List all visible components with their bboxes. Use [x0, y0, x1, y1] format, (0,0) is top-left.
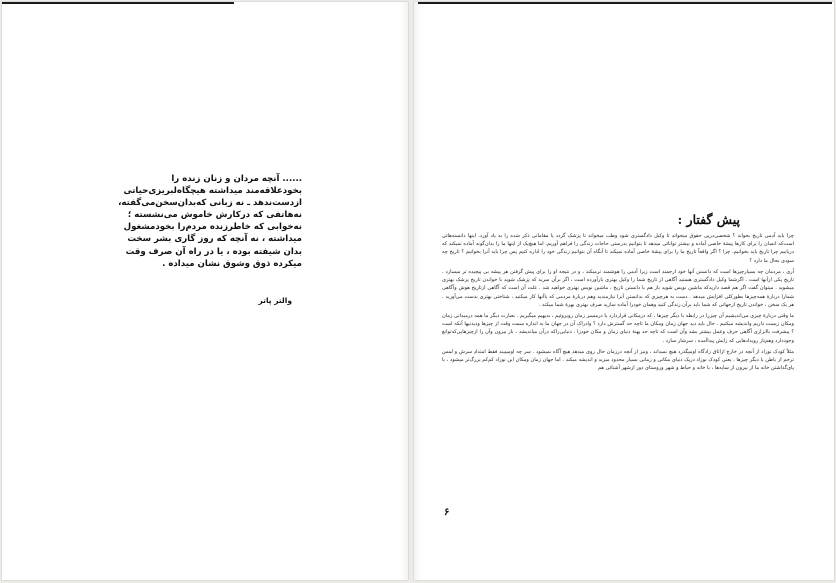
top-rule: [418, 2, 832, 4]
preface-title: پیش گفتار :: [677, 212, 740, 227]
epigraph-line: بخودعلاقه‌مند میداشته هیچگاه‌لبریزی‌حیاتی: [123, 186, 302, 197]
epigraph: [118, 173, 302, 270]
page-gutter: [414, 2, 422, 580]
epigraph-line: نه‌هاتفی که درکارش خاموش می‌نشسته ؛: [127, 210, 302, 221]
preface-paragraph: مثلاً کودک نوزاد از آنچه در خارج ازاتاق زادگاه اومیگذرد هیچ نمیداند ، ونیز از آنچه درزمان حال روی میدهد هیچ آگاه نمیشود . سر چه اومیبیند فقط امتدادِ سرش و لمس ترحم از باطن با دیگر چیزها . یعنی کودک نوزاد دریک دنیای مکانی و زمانی بسیار محدود میزید و اندیشه میکند . اما جهان زمان ومکان این نوزاد کم‌کم بزرگ‌تر میشود ، با پای‌گذاشتن خانه ما از بیرون از سایه‌ها ، با خانه و حیاط و شهر وروستای دور ازشهر آشنائی هم: [442, 348, 794, 372]
epigraph-line: میداشته ، نه آنچه که روز گاری بشر سخت: [127, 234, 302, 245]
preface-paragraph: ما وقتی دربارهٔ چیزی می‌اندیشیم آن چیزرا در رابطه با دیگر چیزها ، که درمکانی قراردارد یا درمسیر زمان روبروئیم ، بدیهیم میگیریم . بعبارت دیگر ما همه درمیدانی زمان ومکان زیست داریم واندیشه میکنیم . حال باید دید جهان زمان ومکان ما تاچه حد گسترش دارد ؟ وادراک آن در جهان ما به اندازه سمت وقت از چیزها ودیدنیها آنکه است ؟ پیشرفت باانزاری آگاهی حرف وعمل بیشتر بشد وآن است که تاچه حد پهنهٔ دنیای زمان و مکان خودرا . دنیایی‌راکه درآن میاندیشد ، باز بیرون وآن را ازچیزهایی‌که‌توانع وجوددارد وهم‌باز رویدادهایی که زایش پیداآمده ، سرشار سازد .: [442, 312, 794, 344]
top-rule: [2, 2, 234, 4]
epigraph-line: میکرده ذوق وشوق نشان میداده .: [162, 258, 302, 269]
page-number: ۶: [444, 507, 450, 518]
epigraph-line: ...... آنچه مردان و زنان زنده را: [171, 174, 302, 184]
epigraph-line: ازدست‌ندهد ـ نه زبانی که‌بدان‌سخن‌می‌گفته،: [118, 198, 302, 209]
left-page: [2, 2, 408, 580]
epigraph-author: والتر پاتر: [258, 296, 292, 305]
epigraph-line: بدان شیفته بوده ، یا در راه آن صرف وقت: [125, 246, 302, 257]
epigraph-line: نه‌خوابی که خاطرزنده مردم‌را بخودمشغول: [123, 222, 302, 233]
page-gutter: [400, 2, 408, 580]
preface-body: [442, 232, 794, 376]
preface-paragraph: چرا باید آدمی تاریخ بخواند ؟ شخصی‌درپی حقوق میخواند تا وکیل دادگستری شود وطب میخواند تا پزشک گردد یا مقاماتی ذکر شده را به یاد آورد. اینها دانسته‌هائی است‌که انسان را برای کارها پیشهٔ خاصی آماده و بیشتر توانائی میدهد تا بتوانیم بدرستی حاجات زندگی را فراهم آوریم. اما هیچ‌یک از اینها ما را بدان‌گونه آماده نمیکند که دریابیم چرا تاریخ باید بخوانیم. چرا ؟ اگر واقعاً تاریخ ما را برای پیشهٔ خاصی آماده نمیکند تا آنگاه آن بتوانیم زندگی خود را اداره کنیم پس چرا باید آنرا بخوانیم ؟ تاریخ چه سودی بحال ما دارد ؟: [442, 233, 794, 264]
right-page: [414, 2, 834, 580]
preface-paragraph: آری ، مردمان چه بسیارچیزها است که دانستن آنها خود ارجمند است زیرا آدمی را هوشمند ترمیکند ، و در نتیجه او را برای پیش گرفتن هر پیشه بی پیچیده تر میسازد . تاریخ یکی ازآنها است . اگرشما وکیل دادگستری هستید آگاهی از تاریخ شما را وکیل بهتری بارآورده است ، اگر برآن سرید که پزشک شوید با خواندن تاریخ پزشک بهتری میشوید . میتوان گفت اگر هم قصد داریدکه ماشین نویس شوید باز هم با دانستن تاریخ ، ماشین نویس بهتری خواهید شد . علت آن است که آگاهی ازتاریخ هوش وآگاهی شمارا دربارهٔ همه‌چیزها بطورکلی افزایش میدهد . دست به هرچیزی که بدانستن آنرا نیازمندید وهم دربارهٔ مردمی که باآنها کار میکنید ، شناختی بهتری بدست می‌آورید . هر یک سخن ، خواندن تاریخ ازجهاتی که شما باید برآن زندگی کنید وهمان خودرا آماده سازید صرف بهتری بهرهٔ شما میکند .: [442, 268, 794, 308]
